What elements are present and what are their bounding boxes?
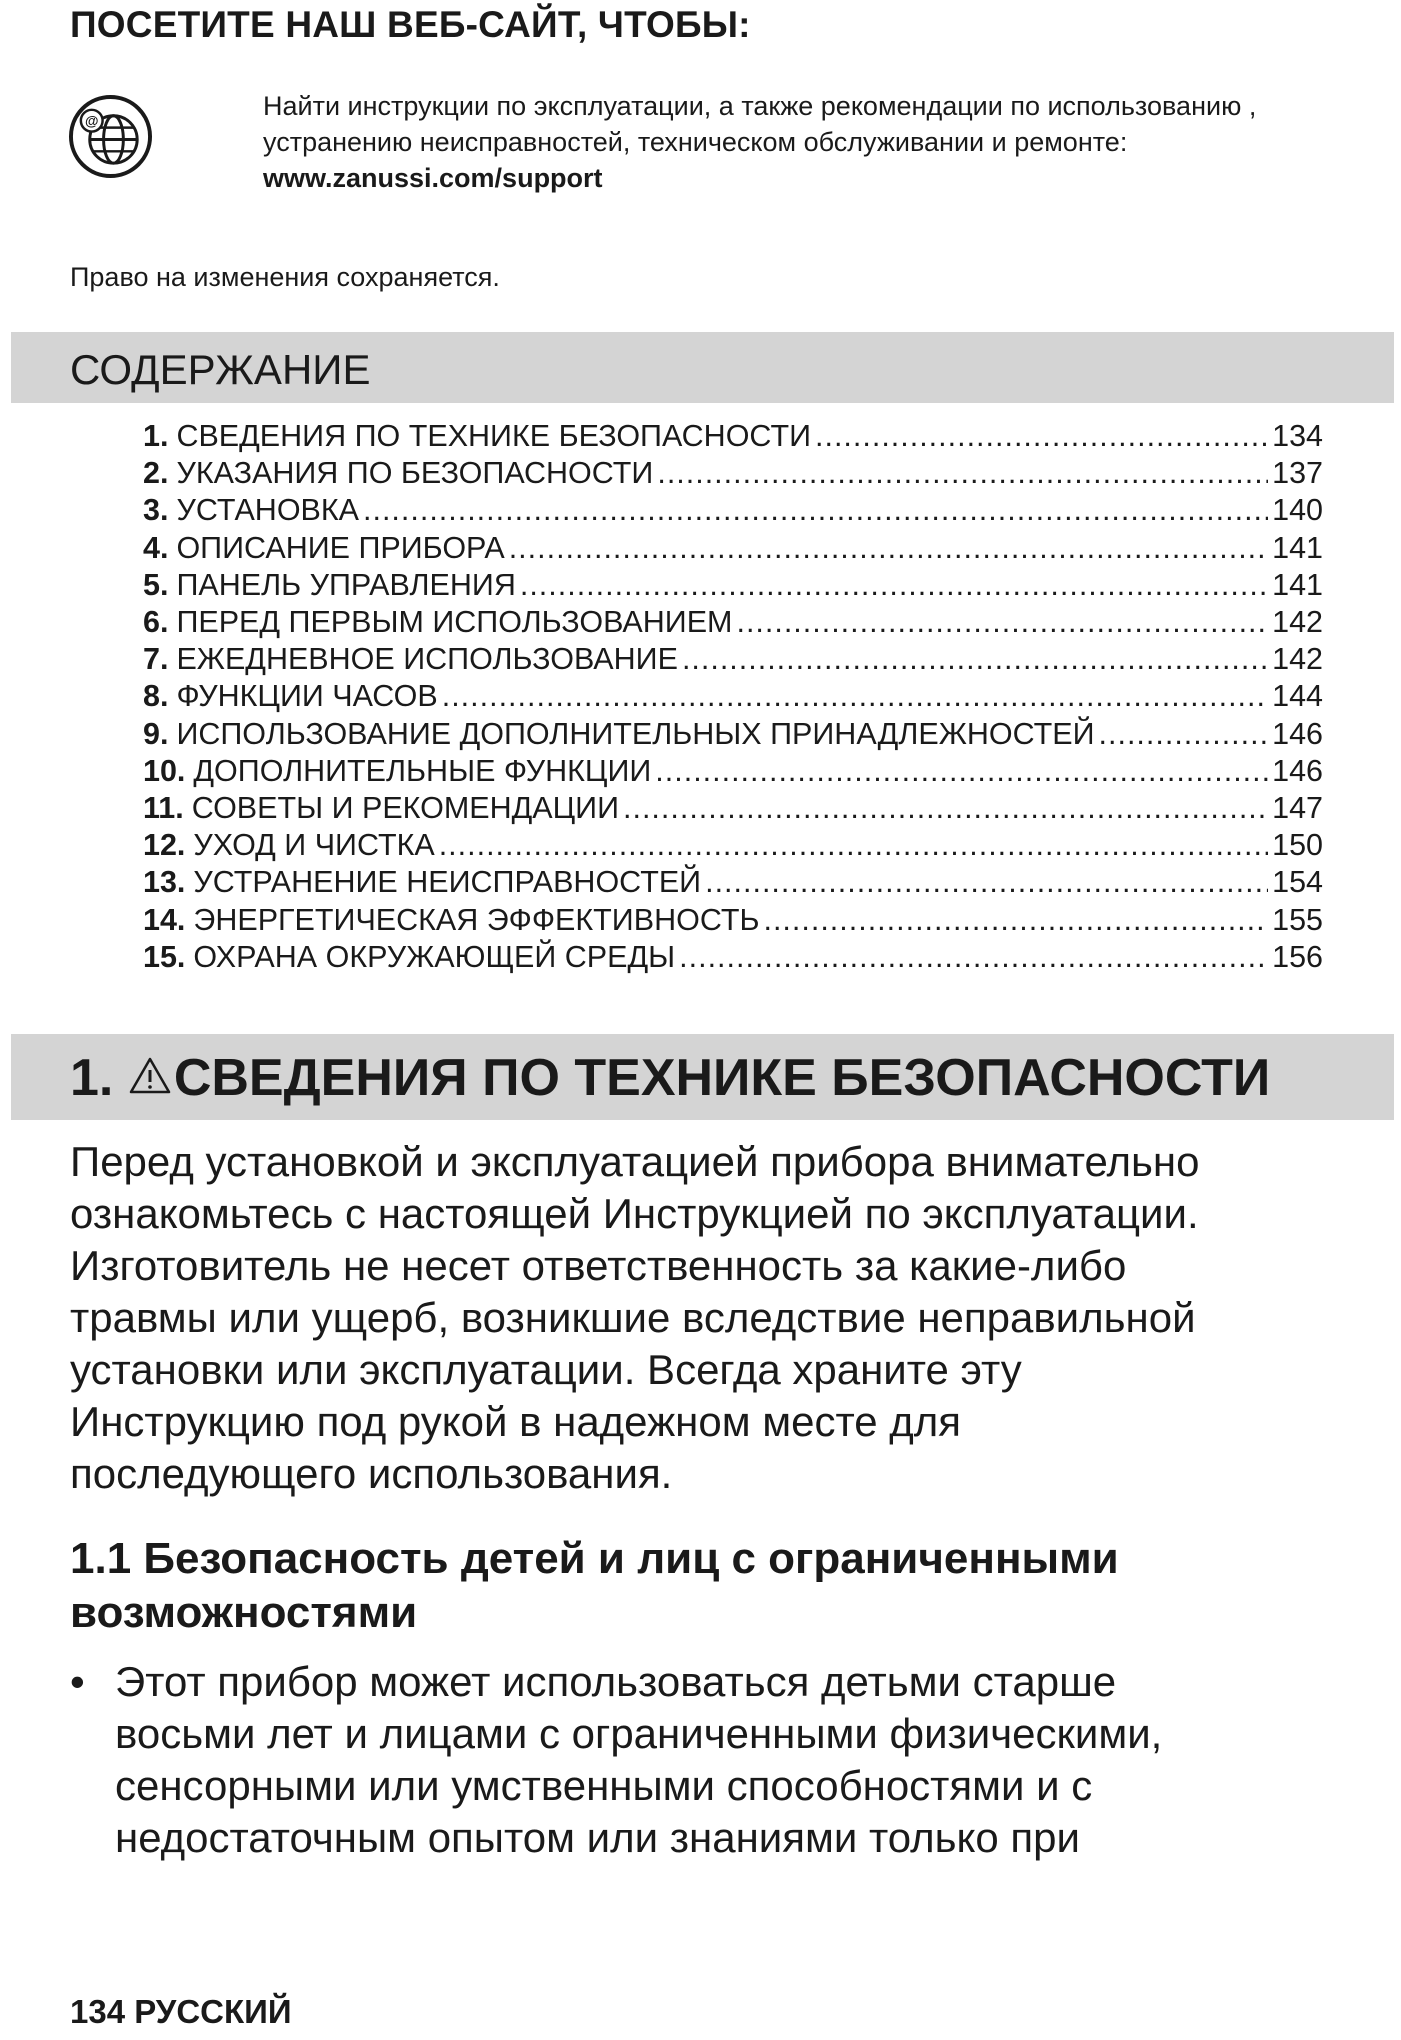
- toc-item-number: 3.: [143, 493, 169, 528]
- toc-item-number: 15.: [143, 939, 186, 974]
- section-intro-paragraph: [70, 1136, 1370, 1500]
- bullet-text-line: Этот прибор может использоваться детьми старше: [115, 1658, 1117, 1705]
- toc-item[interactable]: [143, 604, 1323, 641]
- toc-item[interactable]: [143, 641, 1323, 678]
- toc-item-page: 147: [1272, 791, 1323, 826]
- toc-item[interactable]: [143, 455, 1323, 492]
- toc-item-leader: [815, 418, 1268, 455]
- toc-item[interactable]: [143, 902, 1323, 939]
- toc-item-leader: [657, 455, 1268, 492]
- toc-item-number: 14.: [143, 902, 186, 937]
- toc-item-page: 146: [1272, 716, 1323, 751]
- toc-item-page: 141: [1272, 530, 1323, 565]
- visit-line-2: устранению неисправностей, техническом обслуживании и ремонте:: [263, 127, 1128, 157]
- toc-item-page: 154: [1272, 865, 1323, 900]
- toc-item-label: УХОД И ЧИСТКА: [193, 828, 435, 863]
- warning-triangle-icon: [128, 1055, 172, 1095]
- toc-item-number: 1.: [143, 419, 169, 453]
- toc-item-leader: [363, 492, 1268, 529]
- rights-notice: Право на изменения сохраняется.: [70, 262, 500, 292]
- intro-line: последующего использования.: [70, 1450, 673, 1497]
- toc-item-label: ИСПОЛЬЗОВАНИЕ ДОПОЛНИТЕЛЬНЫХ ПРИНАДЛЕЖНОСТЕЙ: [176, 716, 1095, 751]
- toc-item-number: 9.: [143, 716, 169, 751]
- toc-item[interactable]: [143, 790, 1323, 827]
- toc-item[interactable]: [143, 716, 1323, 753]
- bullet-text-line: недостаточным опытом или знаниями только при: [115, 1814, 1080, 1861]
- toc-item-number: 8.: [143, 679, 169, 714]
- toc-item-label: СВЕДЕНИЯ ПО ТЕХНИКЕ БЕЗОПАСНОСТИ: [176, 419, 811, 453]
- toc-item-leader: [439, 827, 1268, 864]
- support-link[interactable]: www.zanussi.com/support: [263, 163, 603, 193]
- bullet-item: [70, 1656, 1370, 1864]
- toc-item-page: 140: [1272, 493, 1323, 528]
- toc-item[interactable]: [143, 418, 1323, 455]
- toc-item[interactable]: [143, 827, 1323, 864]
- toc-item-leader: [705, 864, 1268, 901]
- toc-item-page: 146: [1272, 753, 1323, 788]
- toc-item-number: 13.: [143, 865, 186, 900]
- toc-item[interactable]: [143, 567, 1323, 604]
- toc-item-label: ДОПОЛНИТЕЛЬНЫЕ ФУНКЦИИ: [193, 753, 652, 788]
- toc-item-number: 10.: [143, 753, 186, 788]
- intro-line: Изготовитель не несет ответственность за какие-либо: [70, 1242, 1127, 1289]
- toc-item-label: УСТАНОВКА: [176, 493, 359, 528]
- toc-list: [143, 418, 1323, 976]
- toc-item-leader: [763, 902, 1268, 939]
- toc-item-label: ПЕРЕД ПЕРВЫМ ИСПОЛЬЗОВАНИЕМ: [176, 605, 733, 640]
- intro-line: травмы или ущерб, возникшие вследствие неправильной: [70, 1294, 1196, 1341]
- toc-item-leader: [442, 678, 1268, 715]
- section-number: 1.: [70, 1049, 114, 1107]
- toc-item-leader: [520, 567, 1268, 604]
- toc-title: СОДЕРЖАНИЕ: [70, 346, 371, 393]
- toc-item-leader: [509, 530, 1268, 567]
- svg-text:@: @: [84, 112, 99, 129]
- toc-item-page: 144: [1272, 679, 1323, 714]
- toc-item-label: ПАНЕЛЬ УПРАВЛЕНИЯ: [176, 567, 516, 602]
- toc-item-page: 150: [1272, 828, 1323, 863]
- visit-website-title: ПОСЕТИТЕ НАШ ВЕБ-САЙТ, ЧТОБЫ:: [70, 4, 751, 45]
- subsection-title: [70, 1532, 1360, 1640]
- toc-item-number: 7.: [143, 642, 169, 677]
- toc-item-number: 11.: [143, 791, 184, 826]
- toc-item-number: 4.: [143, 530, 169, 565]
- toc-item-leader: [655, 753, 1268, 790]
- bullet-text-line: восьми лет и лицами с ограниченными физическими,: [115, 1710, 1163, 1757]
- toc-item-page: 141: [1272, 567, 1323, 602]
- intro-line: Инструкцию под рукой в надежном месте для: [70, 1398, 962, 1445]
- bullet-text-line: сенсорными или умственными способностями и с: [115, 1762, 1093, 1809]
- bullet-text: [115, 1656, 1370, 1864]
- toc-item[interactable]: [143, 530, 1323, 567]
- page-footer: 134 РУССКИЙ: [70, 1993, 292, 2030]
- toc-item[interactable]: [143, 864, 1323, 901]
- toc-item-leader: [682, 641, 1268, 678]
- toc-item[interactable]: [143, 939, 1323, 976]
- intro-line: ознакомьтесь с настоящей Инструкцией по эксплуатации.: [70, 1190, 1199, 1237]
- toc-item-leader: [1099, 716, 1269, 753]
- toc-item-leader: [679, 939, 1268, 976]
- toc-item-label: ОПИСАНИЕ ПРИБОРА: [176, 530, 505, 565]
- bullet-mark: •: [70, 1658, 85, 1705]
- toc-item-label: ЭНЕРГЕТИЧЕСКАЯ ЭФФЕКТИВНОСТЬ: [193, 902, 760, 937]
- toc-item-page: 156: [1272, 939, 1323, 974]
- visit-description: [263, 88, 1363, 196]
- toc-item-label: ОХРАНА ОКРУЖАЮЩЕЙ СРЕДЫ: [193, 939, 676, 974]
- toc-item-page: 137: [1272, 456, 1323, 491]
- toc-item-number: 12.: [143, 828, 186, 863]
- subsection-title-line: 1.1 Безопасность детей и лиц с ограниченными: [70, 1534, 1119, 1583]
- toc-item-leader: [736, 604, 1268, 641]
- toc-item-label: ЕЖЕДНЕВНОЕ ИСПОЛЬЗОВАНИЕ: [176, 642, 678, 677]
- toc-item[interactable]: [143, 753, 1323, 790]
- intro-line: установки или эксплуатации. Всегда храните эту: [70, 1346, 1022, 1393]
- visit-line-1: Найти инструкции по эксплуатации, а также рекомендации по использованию ,: [263, 91, 1257, 121]
- toc-item-page: 142: [1272, 642, 1323, 677]
- toc-item-page: 155: [1272, 902, 1323, 937]
- toc-item-page: 142: [1272, 605, 1323, 640]
- toc-item-number: 5.: [143, 567, 169, 602]
- intro-line: Перед установкой и эксплуатацией прибора внимательно: [70, 1138, 1200, 1185]
- globe-at-icon: [68, 94, 153, 179]
- toc-item-leader: [623, 790, 1268, 827]
- toc-item-label: СОВЕТЫ И РЕКОМЕНДАЦИИ: [191, 791, 620, 826]
- toc-item-page: 134: [1272, 419, 1323, 453]
- toc-item[interactable]: [143, 492, 1323, 529]
- toc-item-label: УКАЗАНИЯ ПО БЕЗОПАСНОСТИ: [176, 456, 654, 491]
- toc-item[interactable]: [143, 678, 1323, 715]
- section-title-text: СВЕДЕНИЯ ПО ТЕХНИКЕ БЕЗОПАСНОСТИ: [173, 1049, 1271, 1107]
- subsection-title-line: возможностями: [70, 1588, 418, 1637]
- toc-item-number: 6.: [143, 605, 169, 640]
- toc-item-number: 2.: [143, 456, 169, 491]
- toc-item-label: УСТРАНЕНИЕ НЕИСПРАВНОСТЕЙ: [193, 865, 702, 900]
- section-title: [70, 1048, 1270, 1108]
- toc-item-label: ФУНКЦИИ ЧАСОВ: [176, 679, 438, 714]
